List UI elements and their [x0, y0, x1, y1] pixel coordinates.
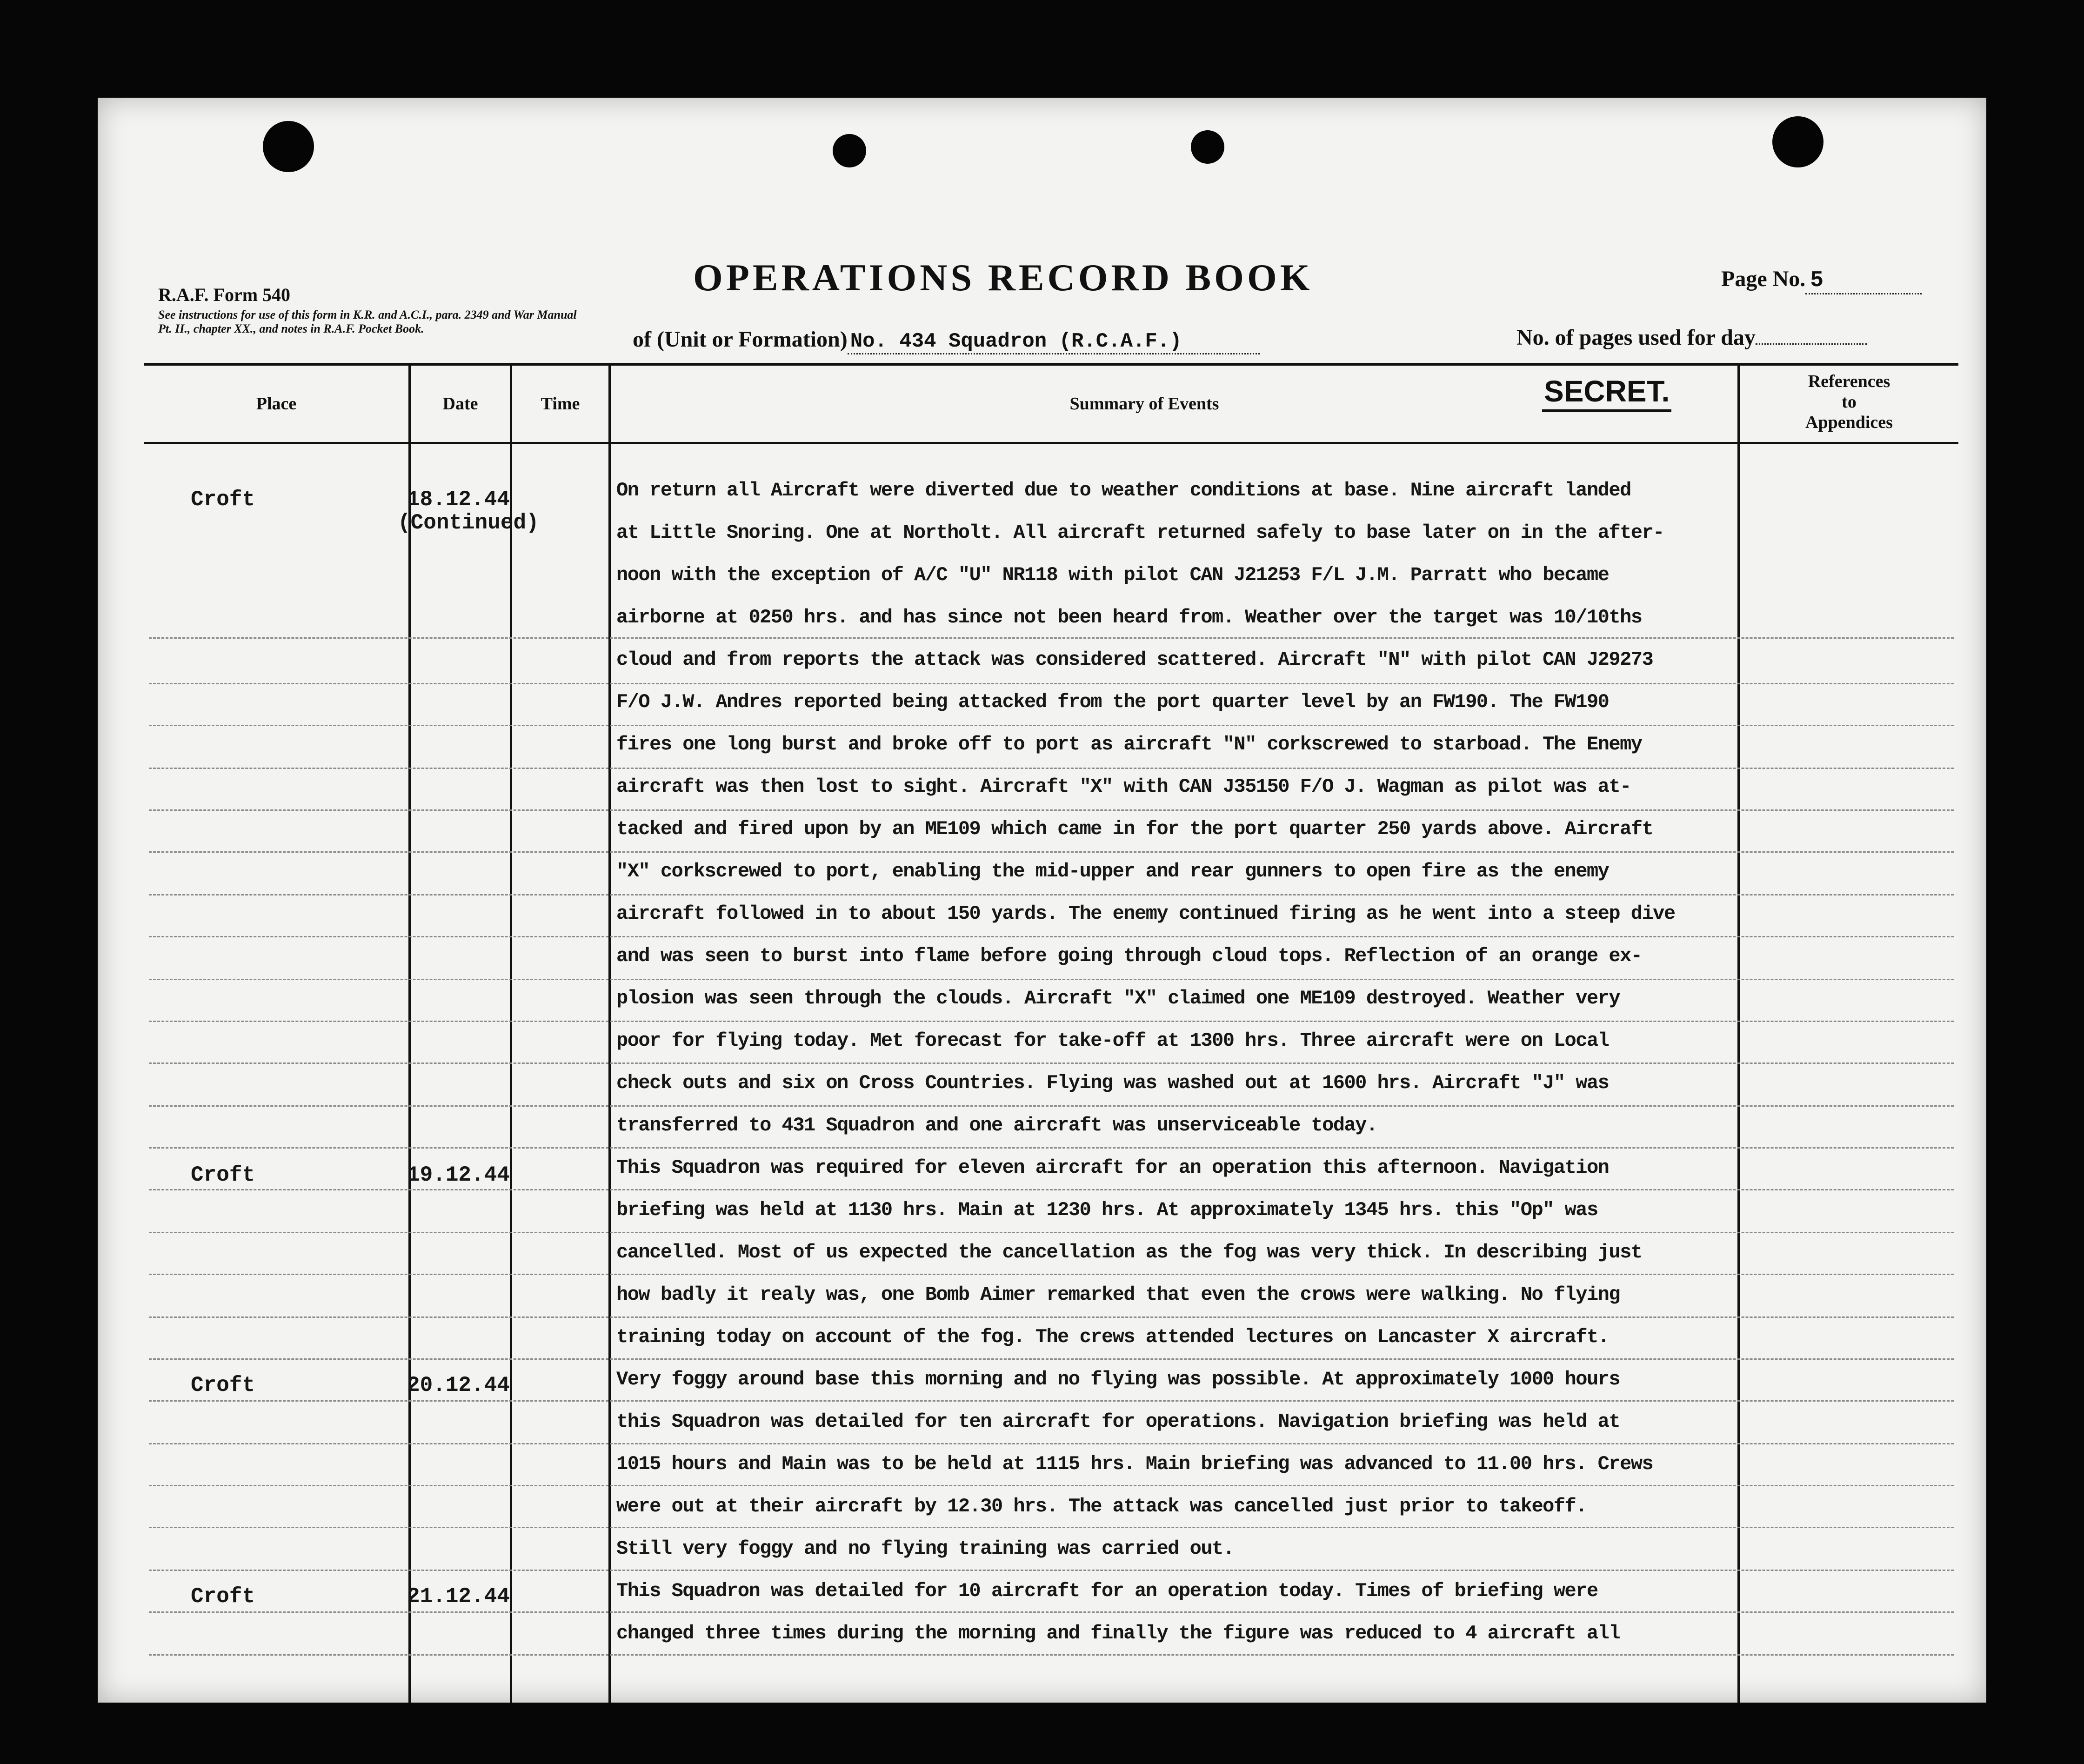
entry-place: Croft — [191, 1163, 255, 1187]
entry-place: Croft — [191, 1373, 255, 1397]
ruled-line — [149, 1611, 1954, 1613]
column-divider — [510, 363, 512, 1703]
summary-line: poor for flying today. Met forecast for take-off at 1300 hrs. Three aircraft were on Local — [616, 1029, 1609, 1052]
ruled-line — [149, 1527, 1954, 1528]
summary-line: airborne at 0250 hrs. and has since not been heard from. Weather over the target was 10/10ths — [616, 606, 1642, 628]
summary-line: "X" corkscrewed to port, enabling the mid-upper and rear gunners to open fire as the enemy — [616, 860, 1609, 882]
unit-field — [633, 327, 1260, 354]
entry-place: Croft — [191, 1584, 255, 1609]
ruled-line — [149, 1232, 1954, 1233]
page-title: OPERATIONS RECORD BOOK — [693, 256, 1313, 299]
binder-hole — [1772, 116, 1824, 167]
summary-line: On return all Aircraft were diverted due to weather conditions at base. Nine aircraft landed — [616, 479, 1631, 501]
unit-value: No. 434 Squadron (R.C.A.F.) — [848, 330, 1260, 354]
entry-date: 21.12.44 — [407, 1584, 510, 1609]
ruled-line — [149, 1400, 1954, 1402]
summary-line: were out at their aircraft by 12.30 hrs. The attack was cancelled just prior to takeoff. — [616, 1495, 1587, 1517]
ruled-line — [149, 1274, 1954, 1275]
ruled-line — [149, 683, 1954, 684]
pages-used-label: No. of pages used for day — [1516, 325, 1756, 350]
column-header-references-line: References — [1808, 372, 1890, 391]
ruled-line — [149, 1443, 1954, 1444]
column-divider — [608, 363, 611, 1703]
summary-line: cloud and from reports the attack was considered scattered. Aircraft "N" with pilot CAN J29273 — [616, 648, 1653, 671]
ruled-line — [149, 894, 1954, 895]
ruled-line — [149, 1316, 1954, 1318]
ruled-line — [149, 1654, 1954, 1656]
column-header-time: Time — [541, 394, 580, 414]
summary-line: this Squadron was detailed for ten aircraft for operations. Navigation briefing was held at — [616, 1410, 1620, 1433]
column-header-date: Date — [442, 394, 478, 414]
page-number-value: 5 — [1805, 268, 1922, 294]
ruled-line — [149, 851, 1954, 853]
summary-line: 1015 hours and Main was to be held at 1115 hrs. Main briefing was advanced to 11.00 hrs. Crews — [616, 1453, 1653, 1475]
column-header-place: Place — [256, 394, 297, 414]
summary-line: transferred to 431 Squadron and one aircraft was unserviceable today. — [616, 1114, 1377, 1136]
pages-used-field — [1516, 325, 1867, 350]
ruled-line — [149, 1062, 1954, 1064]
ruled-line — [149, 1189, 1954, 1190]
ruled-line — [149, 979, 1954, 980]
table-header-rule — [144, 442, 1958, 444]
summary-line: Very foggy around base this morning and no flying was possible. At approximately 1000 hours — [616, 1368, 1620, 1390]
summary-line: This Squadron was detailed for 10 aircraft for an operation today. Times of briefing were — [616, 1580, 1598, 1602]
binder-hole — [1191, 130, 1224, 164]
form-instructions: See instructions for use of this form in K.R. and A.C.I., para. 2349 and War Manual Pt. II., chapter XX., and notes in R.A.F. Pocket Book. — [158, 308, 577, 335]
summary-line: training today on account of the fog. The crews attended lectures on Lancaster X aircraft. — [616, 1326, 1609, 1348]
ruled-line — [149, 637, 1954, 639]
ruled-line — [149, 1105, 1954, 1107]
table-top-rule — [144, 363, 1958, 366]
summary-line: check outs and six on Cross Countries. Flying was washed out at 1600 hrs. Aircraft "J" was — [616, 1072, 1609, 1094]
summary-line: fires one long burst and broke off to port as aircraft "N" corkscrewed to starboad. The Enemy — [616, 733, 1642, 755]
column-divider — [1737, 363, 1740, 1703]
page-number-label: Page No. — [1721, 267, 1806, 291]
classification-stamp: SECRET. — [1542, 374, 1671, 412]
summary-line: aircraft followed in to about 150 yards. The enemy continued firing as he went into a steep dive — [616, 902, 1675, 925]
summary-line: and was seen to burst into flame before going through cloud tops. Reflection of an orange ex- — [616, 945, 1642, 967]
summary-line: how badly it realy was, one Bomb Aimer remarked that even the crows were walking. No flying — [616, 1283, 1620, 1306]
summary-line: plosion was seen through the clouds. Aircraft "X" claimed one ME109 destroyed. Weather very — [616, 987, 1620, 1009]
page-number-field — [1721, 266, 1922, 294]
pages-used-value — [1756, 343, 1867, 345]
binder-hole — [833, 134, 866, 167]
summary-line: at Little Snoring. One at Northolt. All aircraft returned safely to base later on in the after- — [616, 521, 1664, 544]
summary-line: F/O J.W. Andres reported being attacked from the port quarter level by an FW190. The FW190 — [616, 691, 1609, 713]
column-header-references-line: Appendices — [1805, 413, 1893, 432]
column-divider — [408, 363, 411, 1703]
unit-label: of (Unit or Formation) — [633, 327, 848, 352]
ruled-line — [149, 1485, 1954, 1486]
ruled-line — [149, 1358, 1954, 1360]
entry-date: 19.12.44 — [407, 1163, 510, 1187]
binder-hole — [263, 121, 314, 172]
entry-date: 20.12.44 — [407, 1373, 510, 1397]
summary-line: Still very foggy and no flying training was carried out. — [616, 1537, 1234, 1560]
ruled-line — [149, 809, 1954, 811]
record-sheet — [98, 98, 1986, 1703]
summary-line: tacked and fired upon by an ME109 which came in for the port quarter 250 yards above. Aircraft — [616, 818, 1653, 840]
ruled-line — [149, 1570, 1954, 1571]
ruled-line — [149, 1147, 1954, 1149]
form-number: R.A.F. Form 540 — [158, 284, 291, 305]
ruled-line — [149, 1021, 1954, 1022]
summary-line: briefing was held at 1130 hrs. Main at 1230 hrs. At approximately 1345 hrs. this "Op" was — [616, 1199, 1598, 1221]
column-header-references-line: to — [1842, 392, 1857, 412]
entry-date-note: (Continued) — [398, 511, 539, 535]
ruled-line — [149, 725, 1954, 726]
ruled-line — [149, 768, 1954, 769]
entry-date: 18.12.44 — [407, 488, 510, 512]
column-header-summary: Summary of Events — [1069, 394, 1219, 414]
ruled-line — [149, 936, 1954, 937]
summary-line: changed three times during the morning and finally the figure was reduced to 4 aircraft all — [616, 1622, 1620, 1644]
summary-line: noon with the exception of A/C "U" NR118 with pilot CAN J21253 F/L J.M. Parratt who became — [616, 564, 1609, 586]
summary-line: This Squadron was required for eleven aircraft for an operation this afternoon. Navigation — [616, 1156, 1609, 1179]
summary-line: cancelled. Most of us expected the cancellation as the fog was very thick. In describing just — [616, 1241, 1642, 1263]
column-header-references — [1740, 371, 1958, 433]
entry-place: Croft — [191, 488, 255, 512]
summary-line: aircraft was then lost to sight. Aircraft "X" with CAN J35150 F/O J. Wagman as pilot was at- — [616, 775, 1631, 798]
